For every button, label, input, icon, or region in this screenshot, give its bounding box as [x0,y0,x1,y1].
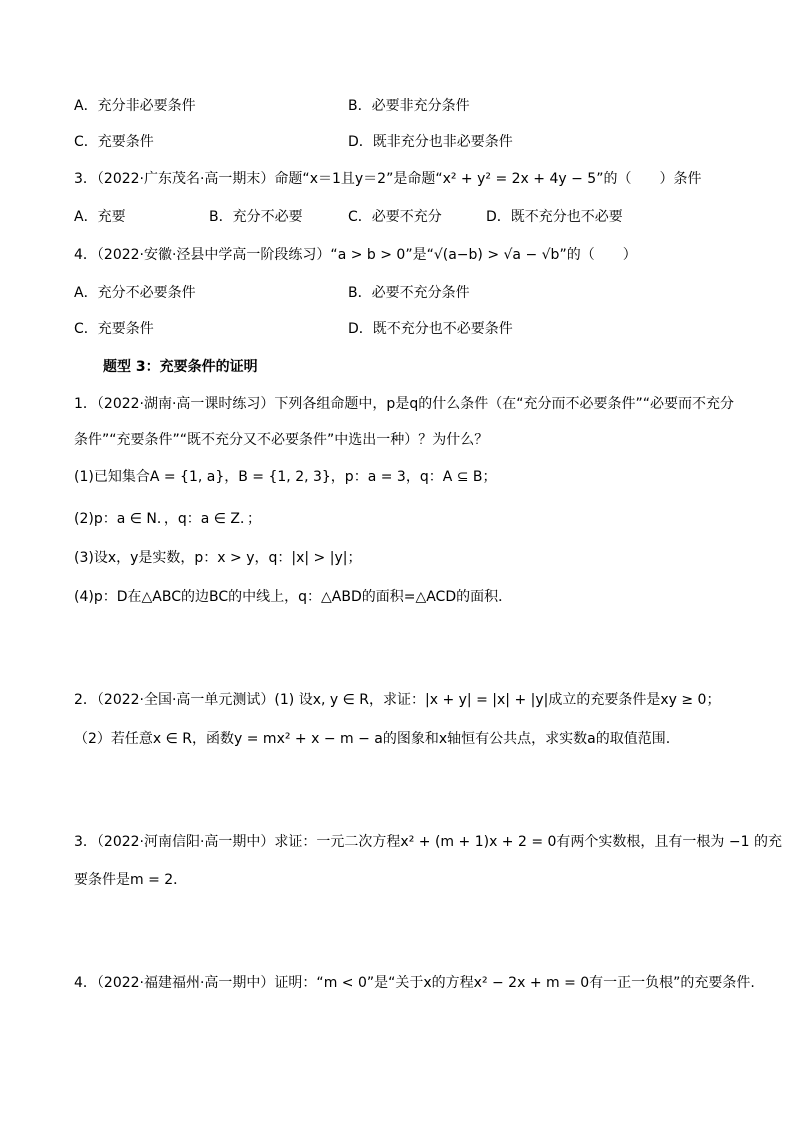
problem-1-line-1: 1．（2022·湖南·高一课时练习）下列各组命题中，p是q的什么条件（在“充分而不必要条件”“必要而不充分 [74,396,734,412]
option-d: D．既非充分也非必要条件 [348,134,513,150]
option-b: B．必要非充分条件 [348,98,470,114]
question-3-option-c: C．必要不充分 [348,209,442,225]
section-heading: 题型 3：充要条件的证明 [103,359,258,375]
problem-1-item-4: (4)p：D在△ABC的边BC的中线上，q：△ABD的面积=△ACD的面积． [74,589,513,605]
problem-3-line-2: 要条件是m = 2． [74,872,188,888]
option-c: C．充要条件 [74,134,154,150]
problem-2-line-1: 2．（2022·全国·高一单元测试）(1) 设x, y ∈ R，求证：|x + y| = |x| + |y|成立的充要条件是xy ≥ 0； [74,692,721,708]
question-3-option-d: D．既不充分也不必要 [486,209,623,225]
question-3-text: 3．（2022·广东茂名·高一期末）命题“x＝1且y＝2”是命题“x² + y² = 2x + 4y − 5”的（ ）条件 [74,171,702,187]
problem-3-line-1: 3．（2022·河南信阳·高一期中）求证：一元二次方程x² + (m + 1)x + 2 = 0有两个实数根，且有一根为 −1 的充 [74,834,782,850]
problem-1-line-2: 条件”“充要条件”“既不充分又不必要条件”中选出一种）？为什么？ [74,432,489,448]
problem-1-item-3: (3)设x，y是实数，p：x > y，q：|x| > |y|； [74,550,362,566]
problem-1-item-2: (2)p：a ∈ N．，q：a ∈ Z．； [74,511,262,527]
question-4-option-b: B．必要不充分条件 [348,285,470,301]
problem-2-line-2: （2）若任意x ∈ R，函数y = mx² + x − m − a的图象和x轴恒有公共点，求实数a的取值范围. [74,731,671,747]
problem-4-line-1: 4．（2022·福建福州·高一期中）证明：“m < 0”是“关于x的方程x² − 2x + m = 0有一正一负根”的充要条件. [74,975,755,991]
problem-1-item-1: (1)已知集合A = {1, a}，B = {1, 2, 3}，p：a = 3，q：A ⊆ B； [74,469,497,485]
question-4-option-c: C．充要条件 [74,321,154,337]
question-3-option-a: A．充要 [74,209,126,225]
question-4-option-a: A．充分不必要条件 [74,285,196,301]
question-4-option-d: D．既不充分也不必要条件 [348,321,513,337]
question-4-text: 4．（2022·安徽·泾县中学高一阶段练习）“a > b > 0”是“√(a−b) > √a − √b”的（ ） [74,247,637,263]
question-3-option-b: B．充分不必要 [209,209,303,225]
option-a: A．充分非必要条件 [74,98,196,114]
